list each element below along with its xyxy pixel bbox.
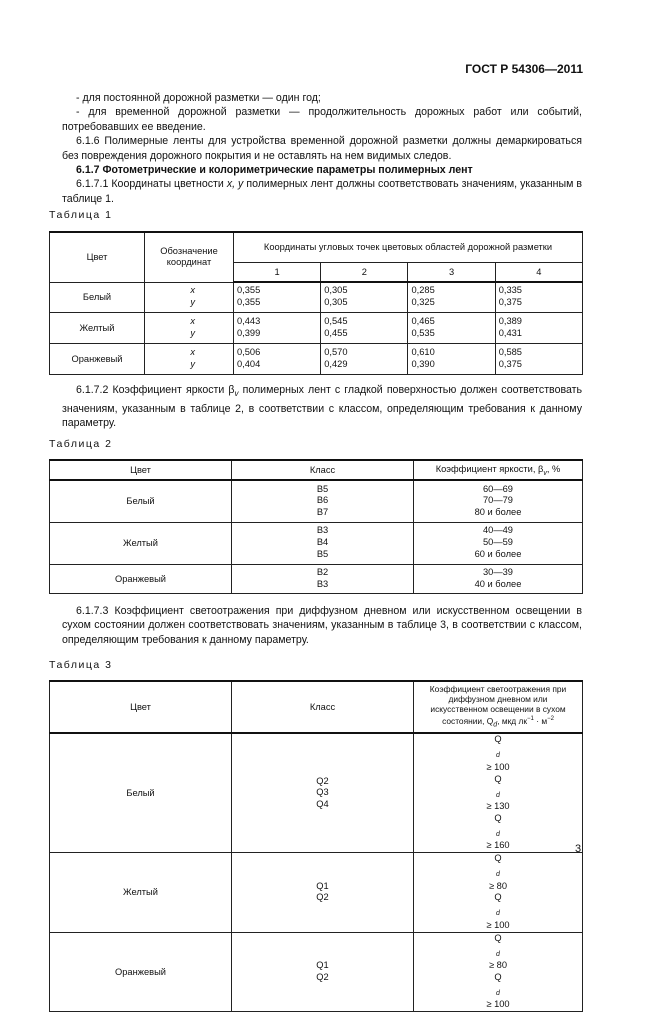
paragraph-6-1-6: 6.1.6 Полимерные ленты для устройства временной дорожной разметки должны демаркироваться без повреждения дорожного покрытия и не оставлять на нем видимых следов.	[62, 135, 582, 162]
body-text-top	[62, 91, 582, 206]
paragraph-6-1-7-3: 6.1.7.3 Коэффициент светоотражения при диффузном дневном или искусственном освещении в сухом состоянии должен соответствовать значениям, указанным в таблице 3, в соответствии с классом, определяющим требования к данному параметру.	[62, 605, 582, 646]
t2-header-class: Класс	[232, 460, 414, 480]
t1-color: Желтый	[50, 312, 145, 343]
table-row: Оранжевый Q1 Q2 Q $_d$ ≥ 80 Q $_d$ ≥ 100	[50, 932, 583, 1012]
table-1	[49, 231, 583, 375]
table-row: Желтый B3 B4 B5 40—49 50—59 60 и более	[50, 522, 583, 564]
t1-color: Белый	[50, 282, 145, 312]
t1-header-color: Цвет	[50, 232, 145, 282]
table-row: Оранжевый B2 B3 30—39 40 и более	[50, 564, 583, 593]
table-row: Оранжевый x y 0,506 0,404 0,570 0,429 0,610 0,390 0,585 0,375	[50, 343, 583, 374]
table-3-caption: Таблица 3	[49, 659, 113, 671]
t1-color: Оранжевый	[50, 343, 145, 374]
t1-header-point: 1	[234, 262, 321, 282]
table-3	[49, 680, 583, 1012]
t2-header-coef: Коэффициент яркости, $\beta_v$, %	[414, 460, 583, 480]
table-row: Желтый Q1 Q2 Q $_d$ ≥ 80 Q $_d$ ≥ 100	[50, 853, 583, 933]
table-row: Белый x y 0,355 0,355 0,305 0,305 0,285 0,325 0,335 0,375	[50, 282, 583, 312]
paragraph-6-1-7-1: 6.1.7.1 Координаты цветности x, y полимерных лент должны соответствовать значениям, указанным в таблице 1.	[62, 178, 583, 205]
table-2-caption: Таблица 2	[49, 438, 113, 450]
section-heading-6-1-7: 6.1.7 Фотометрические и колориметрические параметры полимерных лент	[76, 164, 473, 177]
t3-header-color: Цвет	[50, 681, 232, 733]
table-row: Белый B5 B6 B7 60—69 70—79 80 и более	[50, 480, 583, 522]
body-text-6-1-7-2	[62, 383, 582, 430]
table-row: Желтый x y 0,443 0,399 0,545 0,455 0,465 0,535 0,389 0,431	[50, 312, 583, 343]
t1-header-point: 3	[408, 262, 495, 282]
t1-header-point: 2	[321, 262, 408, 282]
paragraph-6-1-7-2: 6.1.7.2 Коэффициент яркости $\beta_v$ полимерных лент с гладкой поверхностью должен соответствовать значениям, указанным в таблице 2, в соответствии с классом, определяющим требования к данному параметру.	[62, 384, 582, 429]
t1-header-group: Координаты угловых точек цветовых областей дорожной разметки	[234, 232, 583, 262]
page-number: 3	[575, 843, 582, 855]
t2-header-color: Цвет	[50, 460, 232, 480]
document-code: ГОСТ Р 54306—2011	[465, 62, 583, 76]
table-1-caption: Таблица 1	[49, 209, 113, 221]
paragraph-temporary: - для временной дорожной разметки — продолжительность дорожных работ или событий, потребовавших ее введение.	[62, 106, 582, 133]
paragraph-permanent: - для постоянной дорожной разметки — один год;	[76, 92, 321, 104]
body-text-6-1-7-3	[62, 604, 582, 647]
table-row: Белый Q2 Q3 Q4 Q $_d$ ≥ 100 Q $_d$ ≥ 130 Q $_d$ ≥ 160	[50, 733, 583, 852]
table-2	[49, 459, 583, 594]
t1-header-coord: Обозначение координат	[145, 232, 234, 282]
t3-header-class: Класс	[232, 681, 414, 733]
t3-header-coef: Коэффициент светоотражения при диффузном дневном или искусственном освещении в сухом состоянии, $Q_d$, мкд $лк^{-1} \cdot м^{-2}$	[414, 681, 583, 733]
t1-header-point: 4	[495, 262, 582, 282]
